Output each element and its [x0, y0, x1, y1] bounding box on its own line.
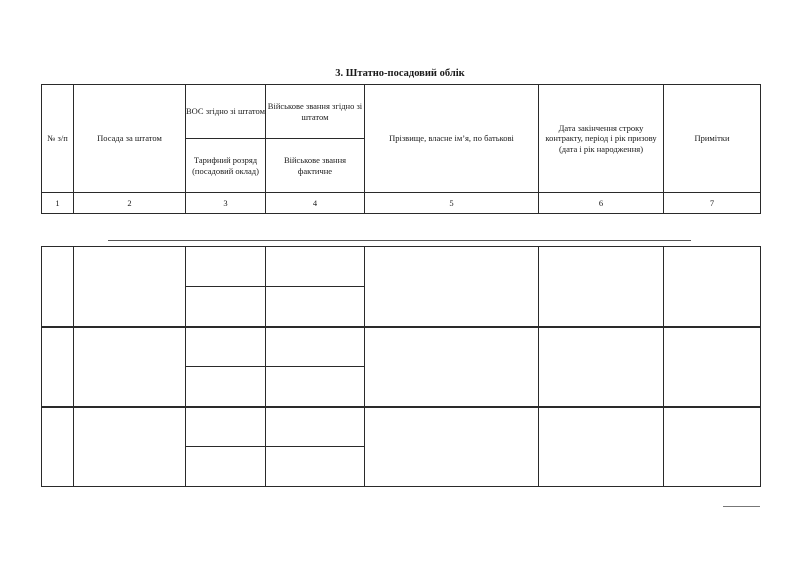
- cell-full-name[interactable]: [365, 407, 539, 487]
- header-contract-date: Дата закінчення строку контракту, період і рік призову (дата і рік народження): [539, 85, 664, 193]
- cell-rank-actual[interactable]: [266, 287, 365, 327]
- cell-position[interactable]: [74, 327, 186, 407]
- separator-line: [108, 240, 691, 241]
- cell-vos[interactable]: [186, 327, 266, 367]
- column-number: 1: [42, 193, 74, 214]
- cell-contract-date[interactable]: [539, 327, 664, 407]
- cell-number[interactable]: [42, 407, 74, 487]
- cell-vos[interactable]: [186, 407, 266, 447]
- column-number: 5: [365, 193, 539, 214]
- cell-notes[interactable]: [664, 327, 761, 407]
- header-vos: ВОС згідно зі штатом: [186, 85, 266, 139]
- cell-full-name[interactable]: [365, 247, 539, 327]
- cell-rank-actual[interactable]: [266, 447, 365, 487]
- cell-rank-staff[interactable]: [266, 247, 365, 287]
- cell-notes[interactable]: [664, 247, 761, 327]
- column-number: 2: [74, 193, 186, 214]
- cell-vos[interactable]: [186, 247, 266, 287]
- column-number: 4: [266, 193, 365, 214]
- cell-tariff[interactable]: [186, 447, 266, 487]
- cell-tariff[interactable]: [186, 367, 266, 407]
- cell-position[interactable]: [74, 407, 186, 487]
- header-notes: Примітки: [664, 85, 761, 193]
- header-rank-staff: Військове звання згідно зі штатом: [266, 85, 365, 139]
- page-title: 3. Штатно-посадовий облік: [335, 68, 465, 79]
- column-number: 3: [186, 193, 266, 214]
- header-table: [41, 84, 761, 214]
- header-rank-actual: Військове звання фактичне: [266, 139, 365, 193]
- cell-full-name[interactable]: [365, 327, 539, 407]
- corner-line: [723, 506, 760, 507]
- cell-rank-actual[interactable]: [266, 367, 365, 407]
- column-number: 7: [664, 193, 761, 214]
- header-tariff: Тарифний розряд (посадовий оклад): [186, 139, 266, 193]
- cell-number[interactable]: [42, 247, 74, 327]
- cell-contract-date[interactable]: [539, 407, 664, 487]
- cell-number[interactable]: [42, 327, 74, 407]
- header-position: Посада за штатом: [74, 85, 186, 193]
- cell-contract-date[interactable]: [539, 247, 664, 327]
- cell-rank-staff[interactable]: [266, 407, 365, 447]
- data-table: [41, 246, 761, 487]
- header-number: № з/п: [42, 85, 74, 193]
- cell-notes[interactable]: [664, 407, 761, 487]
- cell-position[interactable]: [74, 247, 186, 327]
- header-full-name: Прізвище, власне ім’я, по батькові: [365, 85, 539, 193]
- column-number: 6: [539, 193, 664, 214]
- cell-rank-staff[interactable]: [266, 327, 365, 367]
- cell-tariff[interactable]: [186, 287, 266, 327]
